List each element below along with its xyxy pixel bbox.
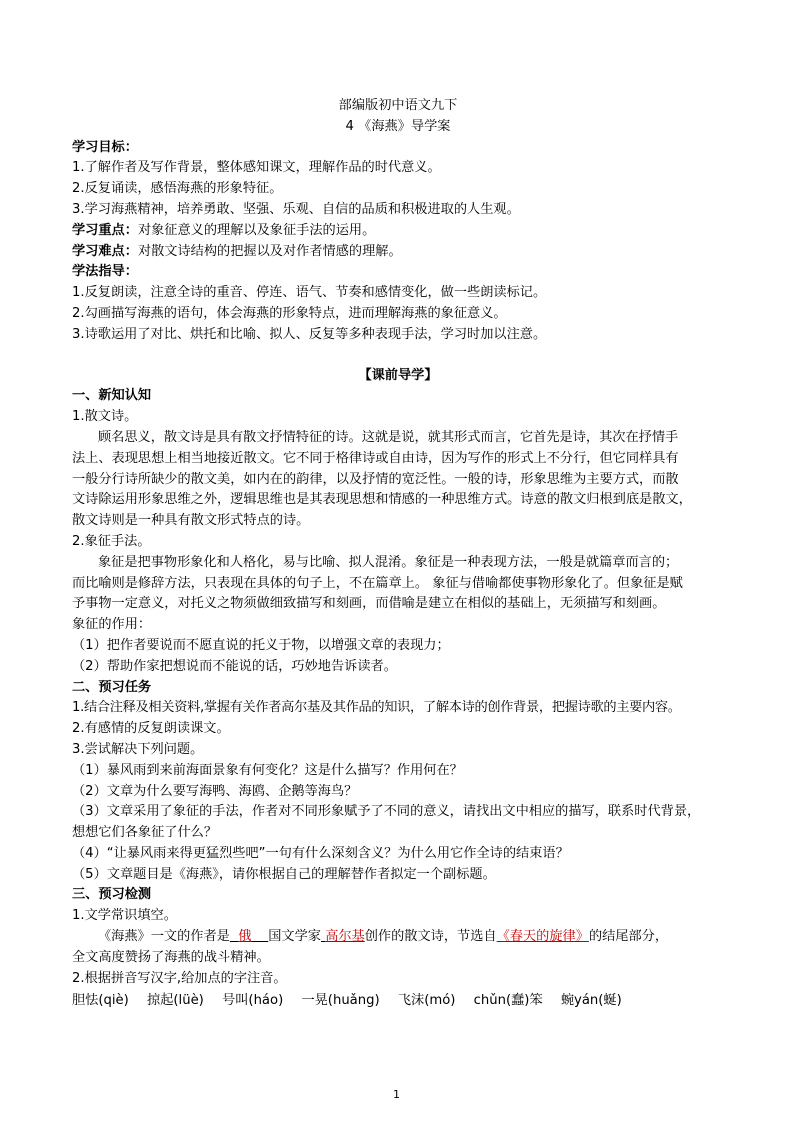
method-item: 2.勾画描写海燕的语句，体会海燕的形象特点，进而理解海燕的象征意义。	[72, 305, 507, 321]
difficulty-text: 对散文诗结构的把握以及对作者情感的理解。	[137, 243, 402, 259]
pinyin-item: 飞沫(mó)	[397, 993, 456, 1009]
task-item: 2.有感情的反复朗读课文。	[72, 721, 230, 737]
para2-line: 予事物一定意义，对托义之物须做细致描写和刻画，而借喻是建立在相似的基础上，无须描写和刻画。	[72, 596, 666, 612]
answer-country: 俄	[238, 929, 252, 945]
method-item: 3.诗歌运用了对比、烘托和比喻、拟人、反复等多种表现手法，学习时加以注意。	[72, 326, 547, 342]
key-point	[72, 221, 724, 242]
para1-line: 顾名思义，散文诗是具有散文抒情特征的诗。这就是说，就其形式而言，它首先是诗，其次在抒情手	[98, 429, 679, 445]
difficulty-label: 学习难点：	[72, 243, 138, 259]
pinyin-item: 掠起(lüè)	[147, 993, 204, 1009]
effect-title: 象征的作用：	[72, 617, 152, 633]
para1-line: 法上、表现思想上相当地接近散文。它不同于格律诗或自由诗，因为写作的形式上不分行，但它同样具有	[72, 450, 679, 466]
section1-sub2: 2.象征手法。	[72, 533, 151, 549]
document-title: 部编版初中语文九下	[338, 98, 458, 113]
task-item: 1.结合注释及相关资料,掌握有关作者高尔基及其作品的知识，了解本诗的创作背景，把握诗歌的主要内容。	[72, 700, 681, 716]
method-item: 1.反复朗读，注意全诗的重音、停连、语气、节奏和感情变化，做一些朗读标记。	[72, 285, 547, 301]
task-item: 3.尝试解决下列问题。	[72, 741, 204, 757]
answer-source: 《春天的旋律》	[496, 929, 589, 945]
fill-blank-line: 全文高度赞扬了海燕的战斗精神。	[72, 949, 270, 965]
para2-line: 象征是把事物形象化和人格化，易与比喻、拟人混淆。象征是一种表现方法，一般是就篇章而言的；	[98, 554, 679, 570]
preclass-heading: 【课前导学】	[358, 367, 438, 383]
page-number: 1	[393, 1088, 400, 1101]
question-item: （1）暴风雨到来前海面景象有何变化？这是什么描写？作用何在？	[72, 762, 463, 778]
question-item: （5）文章题目是《海燕》，请你根据自己的理解替作者拟定一个副标题。	[72, 866, 496, 882]
key-point-label: 学习重点：	[72, 222, 138, 238]
pinyin-item: chǔn(蠢)笨	[473, 993, 543, 1009]
section3-sub2: 2.根据拼音写汉字,给加点的字注音。	[72, 970, 287, 986]
effect-item: （2）帮助作家把想说而不能说的话，巧妙地告诉读者。	[72, 658, 397, 674]
section3-sub1: 1.文学常识填空。	[72, 908, 177, 924]
pinyin-row	[72, 991, 724, 1012]
pinyin-item: 号叫(háo)	[222, 993, 284, 1009]
document-page	[72, 96, 724, 1012]
objective-item: 2.反复诵读，感悟海燕的形象特征。	[72, 181, 283, 197]
section2-title: 二、预习任务	[72, 679, 152, 695]
para1-line: 一般分行诗所缺少的散文美，如内在的韵律，以及抒情的宽泛性。一般的诗，形象思维为主要方式，而散	[72, 471, 679, 487]
para1-line: 文诗除运用形象思维之外，逻辑思维也是其表现思想和情感的一种思维方式。诗意的散文归根到底是散文，	[72, 492, 692, 508]
question-item: 想想它们各象征了什么？	[72, 825, 218, 841]
effect-item: （1）把作者要说而不愿直说的托义于物，以增强文章的表现力；	[72, 637, 450, 653]
pinyin-item: 一晃(huǎng)	[301, 993, 380, 1009]
para2-line: 而比喻则是修辞方法，只表现在具体的句子上，不在篇章上。 象征与借喻都使事物形象化了。但象征是赋	[72, 575, 683, 591]
method-heading: 学法指导：	[72, 264, 138, 280]
key-point-text: 对象征意义的理解以及象征手法的运用。	[137, 222, 376, 238]
question-item: （2）文章为什么要写海鸭、海鸥、企鹅等海鸟？	[72, 783, 358, 799]
objective-item: 3.学习海燕精神，培养勇敢、坚强、乐观、自信的品质和积极进取的人生观。	[72, 201, 520, 217]
document-subtitle: 4 《海燕》导学案	[345, 118, 451, 134]
objective-item: 1.了解作者及写作背景，整体感知课文，理解作品的时代意义。	[72, 160, 441, 176]
answer-author: 高尔基	[325, 929, 365, 945]
objectives-heading: 学习目标：	[72, 139, 138, 155]
para1-line: 散文诗则是一种具有散文形式特点的诗。	[72, 513, 310, 529]
section3-title: 三、预习检测	[72, 887, 152, 903]
fill-blank-line: 《海燕》一文的作者是 俄 国文学家 高尔基创作的散文诗，节选自《春天的旋律》的结尾部分，	[98, 929, 669, 945]
section1-title: 一、新知认知	[72, 388, 152, 404]
section1-sub1: 1.散文诗。	[72, 409, 138, 425]
pinyin-item: 胆怯(qiè)	[72, 993, 129, 1009]
question-item: （4）“让暴风雨来得更猛烈些吧”一句有什么深刻含义？为什么用它作全诗的结束语？	[72, 845, 569, 861]
question-item: （3）文章采用了象征的手法，作者对不同形象赋予了不同的意义，请找出文中相应的描写，联系时代背景，	[72, 804, 701, 820]
pinyin-item: 蜿yán(蜒)	[560, 993, 622, 1009]
difficulty	[72, 242, 724, 263]
